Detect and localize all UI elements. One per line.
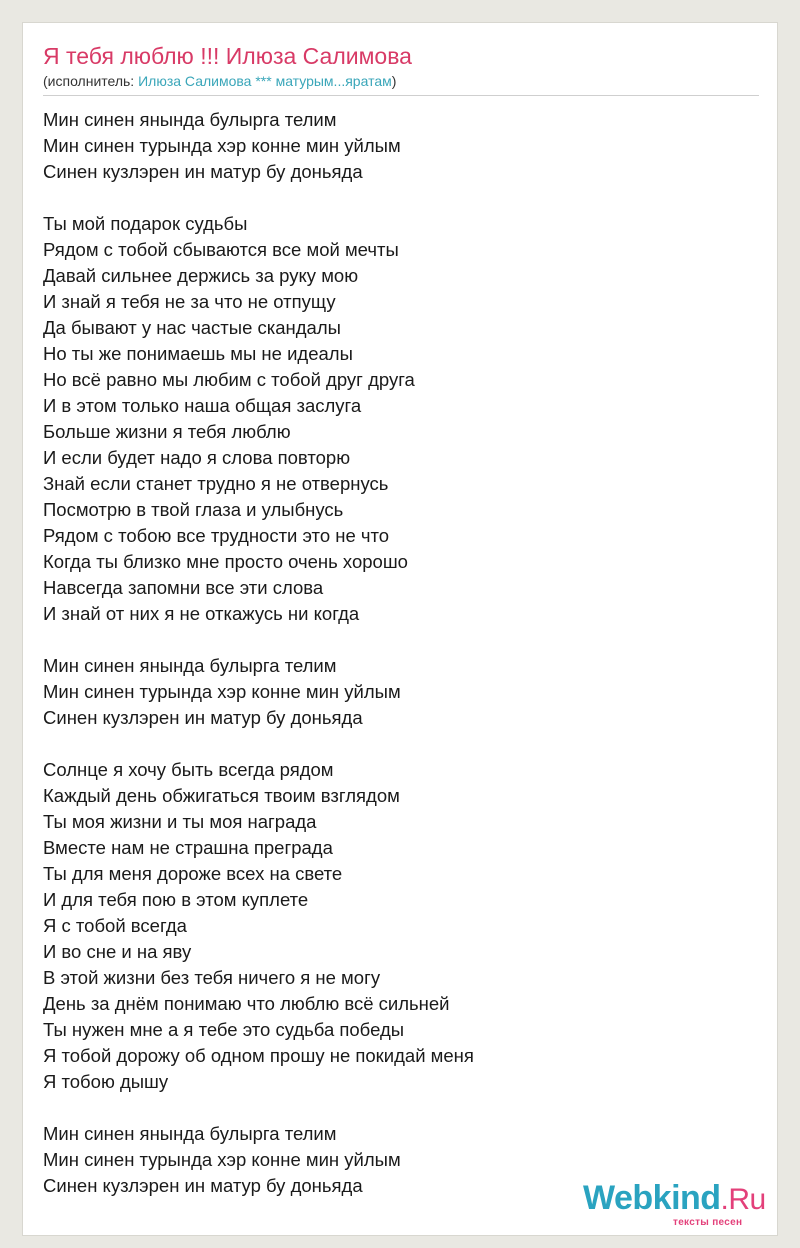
lyric-line: В этой жизни без тебя ничего я не могу <box>43 967 381 988</box>
lyric-line: Мин синен янында булырга телим <box>43 109 337 130</box>
lyric-line: Я с тобой всегда <box>43 915 187 936</box>
logo-ru-text: .Ru <box>720 1183 766 1216</box>
logo-tagline: тексты песен <box>673 1217 743 1228</box>
lyric-line: Но ты же понимаешь мы не идеалы <box>43 343 353 364</box>
lyric-line: И знай я тебя не за что не отпущу <box>43 291 336 312</box>
lyrics-body <box>43 107 759 1225</box>
artist-link[interactable]: Илюза Салимова *** матурым...яратам <box>138 73 392 89</box>
lyric-line: Рядом с тобой сбываются все мой мечты <box>43 239 399 260</box>
song-title: Я тебя люблю !!! Илюза Салимова <box>43 43 412 69</box>
lyric-line: Вместе нам не страшна преграда <box>43 837 333 858</box>
lyric-line: Я тобой дорожу об одном прошу не покидай меня <box>43 1045 474 1066</box>
lyric-line: Я тобою дышу <box>43 1071 169 1092</box>
lyric-line: Больше жизни я тебя люблю <box>43 421 291 442</box>
header-divider <box>43 95 759 96</box>
lyric-line: День за днём понимаю что люблю всё сильней <box>43 993 450 1014</box>
artist-suffix: ) <box>391 73 397 89</box>
lyric-line: Мин синен янында булырга телим <box>43 1123 337 1144</box>
lyric-line: Но всё равно мы любим с тобой друг друга <box>43 369 415 390</box>
stanza-verse-2 <box>43 757 759 1095</box>
lyric-line: Рядом с тобою все трудности это не что <box>43 525 390 546</box>
lyric-line: Солнце я хочу быть всегда рядом <box>43 759 334 780</box>
lyric-line: Синен кузлэрен ин матур бу доньяда <box>43 707 363 728</box>
artist-prefix: (исполнитель: <box>43 73 139 89</box>
lyric-line: Ты нужен мне а я тебе это судьба победы <box>43 1019 405 1040</box>
lyric-line: Синен кузлэрен ин матур бу доньяда <box>43 1175 363 1196</box>
lyric-line: Мин синен турында хэр конне мин уйлым <box>43 681 401 702</box>
lyric-line: И если будет надо я слова повторю <box>43 447 351 468</box>
lyric-line: И в этом только наша общая заслуга <box>43 395 362 416</box>
stanza-chorus-2 <box>43 653 759 731</box>
artist-line <box>43 73 396 89</box>
lyric-line: Да бывают у нас частые скандалы <box>43 317 341 338</box>
logo-wordmark <box>583 1179 766 1218</box>
lyric-line: Мин синен янында булырга телим <box>43 655 337 676</box>
lyric-line: Мин синен турында хэр конне мин уйлым <box>43 135 401 156</box>
lyric-line: Ты для меня дороже всех на свете <box>43 863 343 884</box>
lyric-line: И для тебя пою в этом куплете <box>43 889 309 910</box>
stanza-chorus-1 <box>43 107 759 185</box>
lyric-line: Мин синен турында хэр конне мин уйлым <box>43 1149 401 1170</box>
logo-web-text: Webkind <box>583 1179 721 1217</box>
webkind-logo[interactable] <box>583 1179 773 1233</box>
lyric-line: Когда ты близко мне просто очень хорошо <box>43 551 408 572</box>
lyrics-card <box>22 22 778 1236</box>
lyric-line: Каждый день обжигаться твоим взглядом <box>43 785 400 806</box>
stanza-verse-1 <box>43 211 759 627</box>
lyric-line: Синен кузлэрен ин матур бу доньяда <box>43 161 363 182</box>
lyric-line: Посмотрю в твой глаза и улыбнусь <box>43 499 344 520</box>
lyric-line: И знай от них я не откажусь ни когда <box>43 603 360 624</box>
lyric-line: И во сне и на яву <box>43 941 192 962</box>
lyric-line: Навсегда запомни все эти слова <box>43 577 324 598</box>
lyric-line: Ты моя жизни и ты моя награда <box>43 811 317 832</box>
lyric-line: Знай если станет трудно я не отвернусь <box>43 473 389 494</box>
lyric-line: Ты мой подарок судьбы <box>43 213 248 234</box>
lyric-line: Давай сильнее держись за руку мою <box>43 265 359 286</box>
